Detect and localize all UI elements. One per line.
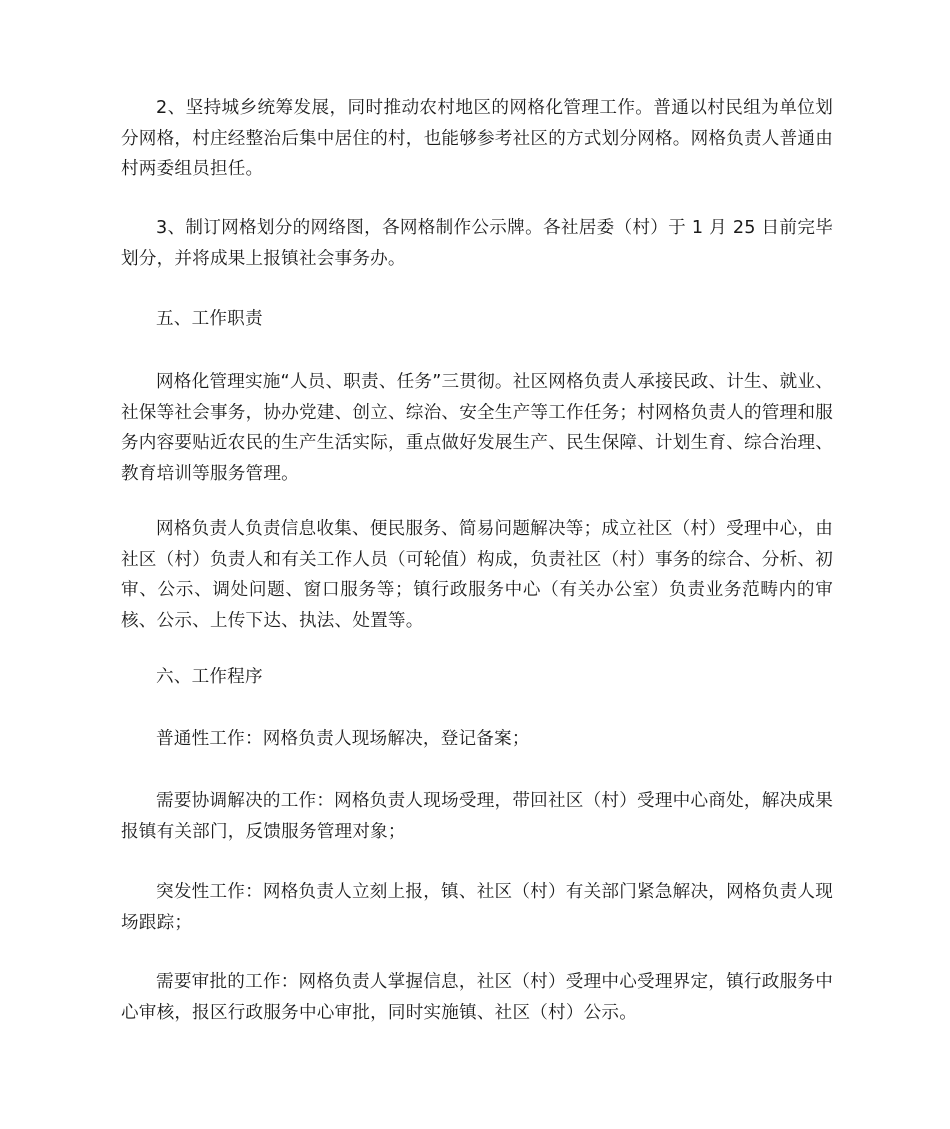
paragraph-emergency-work: 突发性工作：网格负责人立刻上报，镇、社区（村）有关部门紧急解决，网格负责人现场跟踪； xyxy=(121,882,833,933)
paragraph-coordination-work: 需要协调解决的工作：网格负责人现场受理，带回社区（村）受理中心商处，解决成果报镇有关部门，反馈服务管理对象； xyxy=(121,791,833,842)
paragraph-grid-leader-duties: 网格负责人负责信息收集、便民服务、简易问题解决等；成立社区（村）受理中心，由社区（村）负责人和有关工作人员（可轮值）构成，负责社区（村）事务的综合、分析、初审、公示、调处问题、窗口服务等；镇行政服务中心（有关办公室）负责业务范畴内的审核、公示、上传下达、执法、处置等。 xyxy=(121,519,833,631)
section-heading-procedures: 六、工作程序 xyxy=(156,667,263,687)
section-heading-duties: 五、工作职责 xyxy=(156,309,263,329)
paragraph-grid-map: 3、制订网格划分的网络图，各网格制作公示牌。各社居委（村）于 1 月 25 日前完毕划分，并将成果上报镇社会事务办。 xyxy=(121,218,833,269)
paragraph-general-work: 普通性工作：网格负责人现场解决，登记备案； xyxy=(156,729,530,749)
paragraph-three-implementations: 网格化管理实施“人员、职责、任务”三贯彻。社区网格负责人承接民政、计生、就业、社保等社会事务，协办党建、创立、综治、安全生产等工作任务；村网格负责人的管理和服务内容要贴近农民的生产生活实际，重点做好发展生产、民生保障、计划生育、综合治理、教育培训等服务管理。 xyxy=(121,372,834,484)
paragraph-approval-work: 需要审批的工作：网格负责人掌握信息，社区（村）受理中心受理界定，镇行政服务中心审核，报区行政服务中心审批，同时实施镇、社区（村）公示。 xyxy=(121,972,833,1023)
paragraph-urban-rural-grid: 2、坚持城乡统筹发展，同时推动农村地区的网格化管理工作。普通以村民组为单位划分网格，村庄经整治后集中居住的村，也能够参考社区的方式划分网格。网格负责人普通由村两委组员担任。 xyxy=(121,98,833,179)
